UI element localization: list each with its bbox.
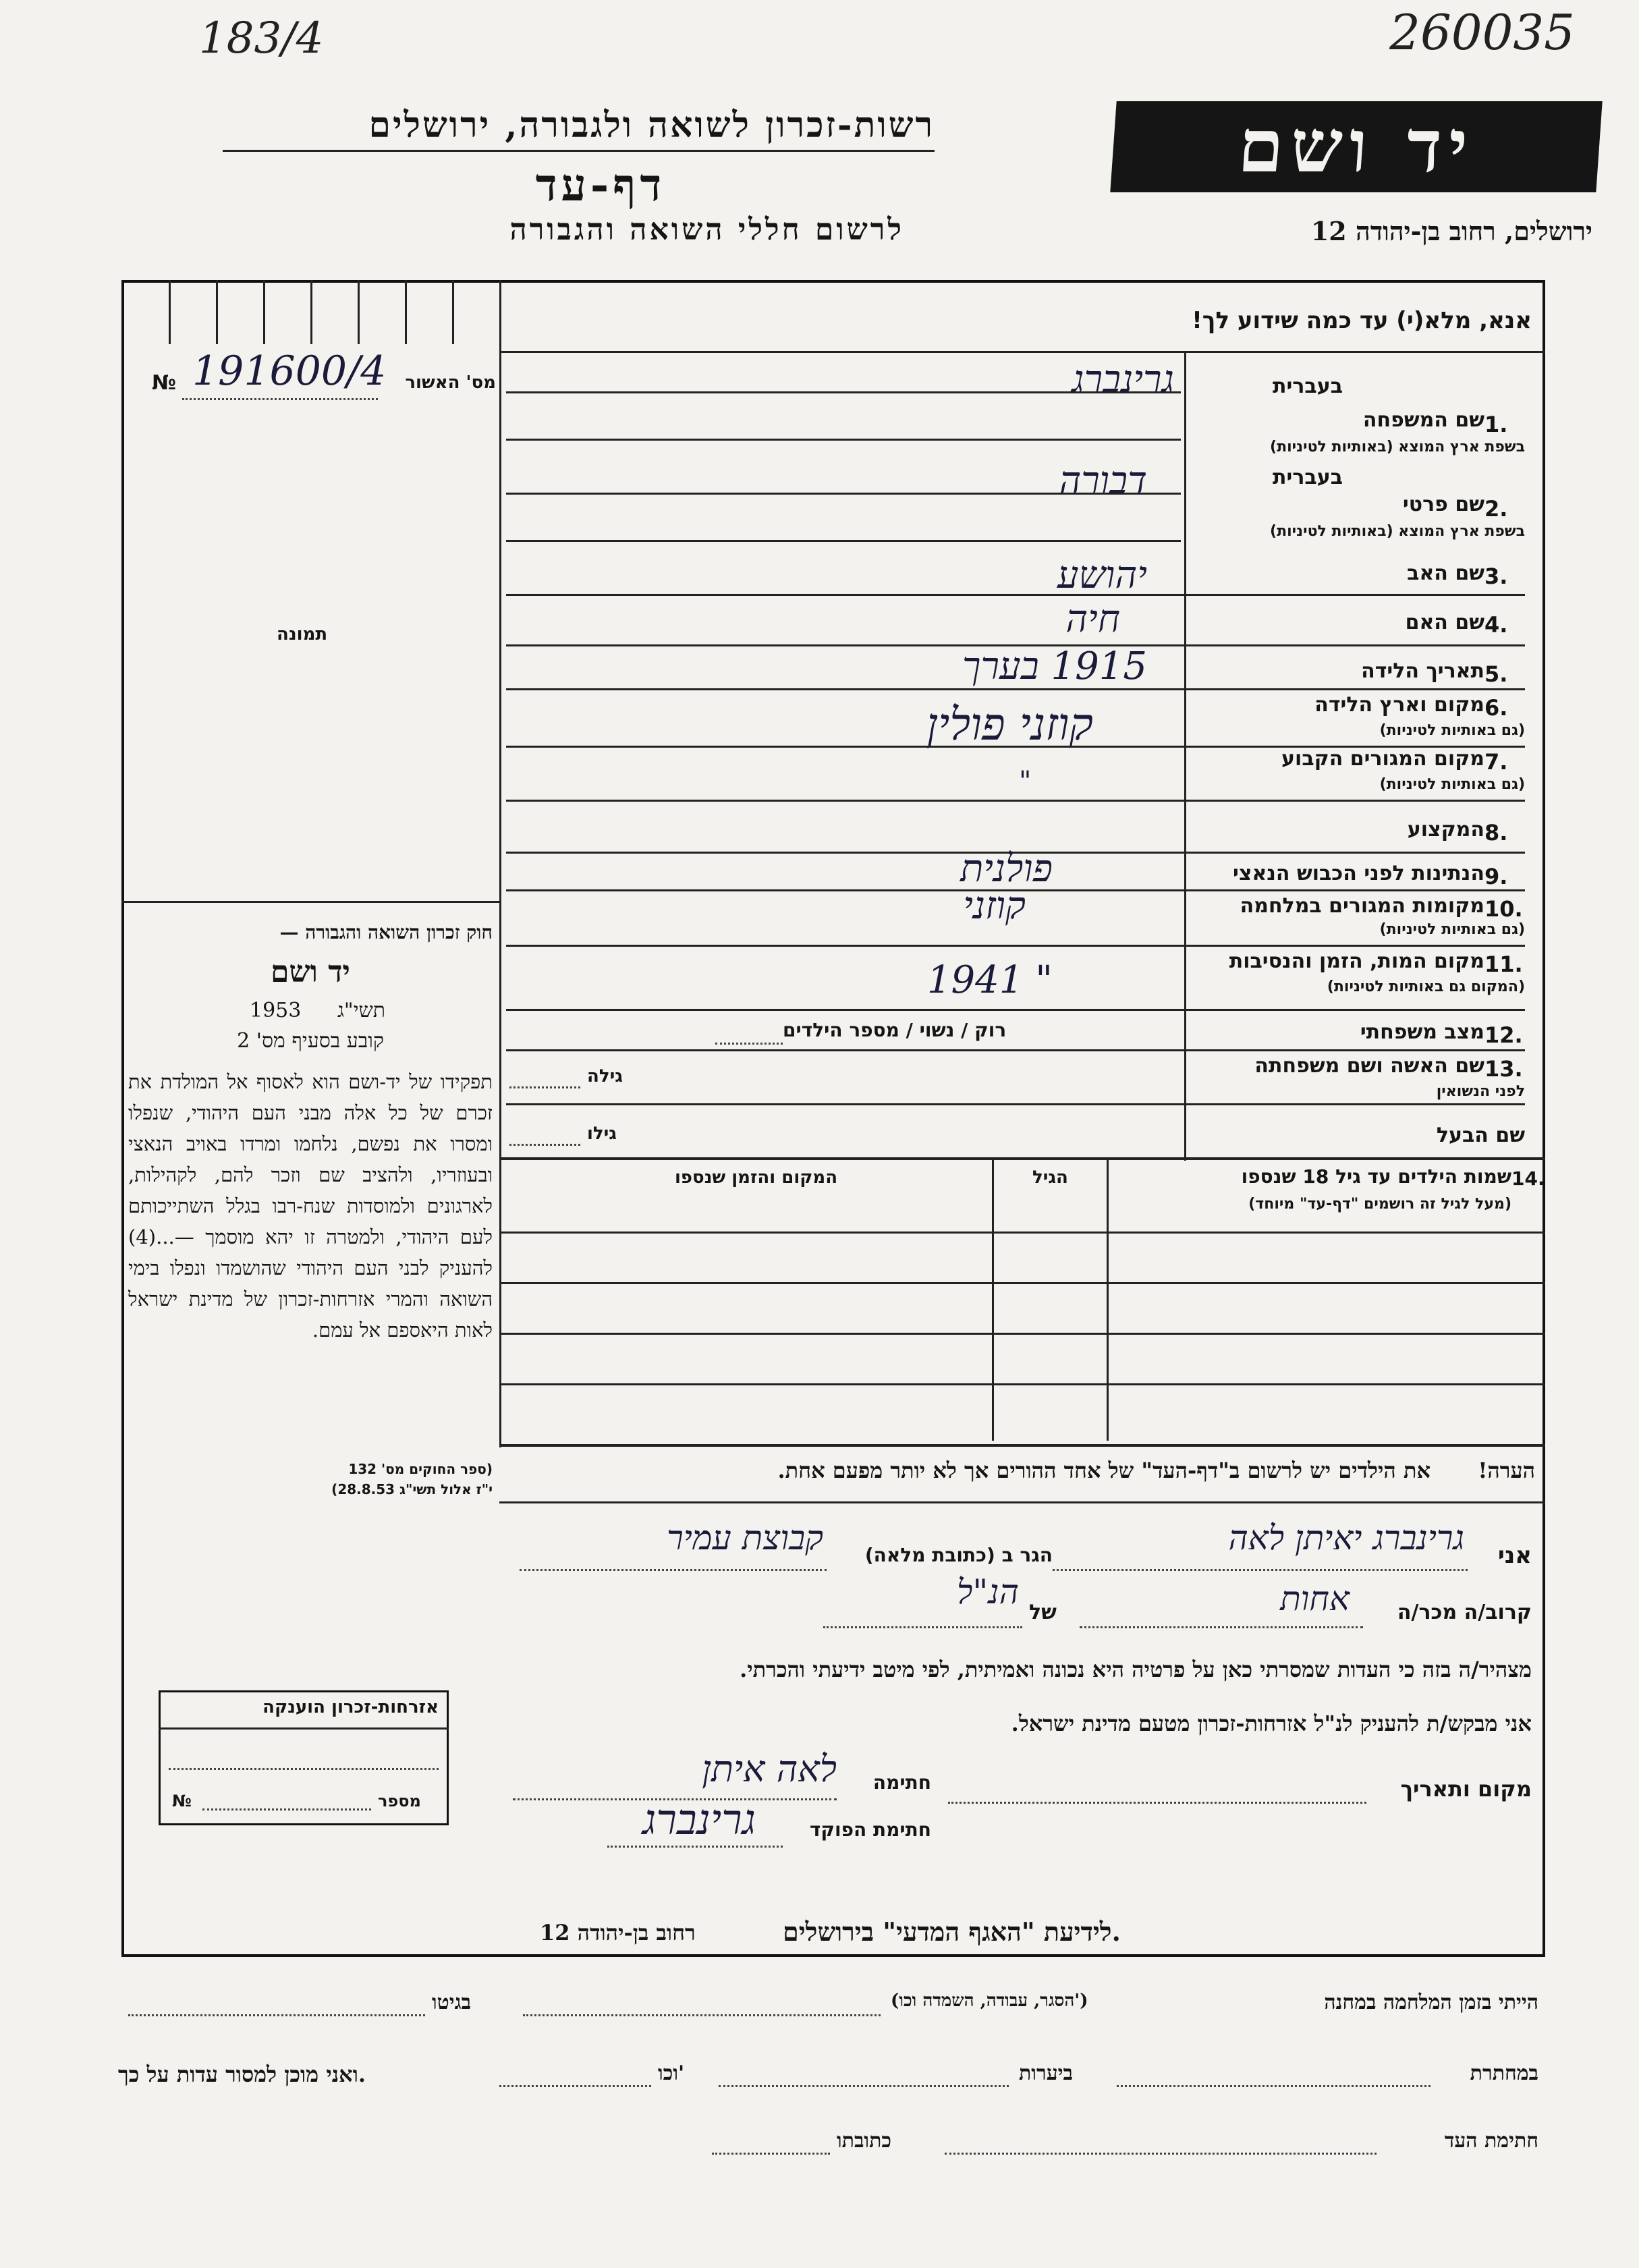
field-5-label: תאריך הלידה — [1361, 659, 1484, 683]
children-place-header: המקום והזמן שנספו — [675, 1167, 838, 1188]
bottom-line2-c: וכו' — [658, 2062, 685, 2085]
field-2-line-b — [506, 540, 1181, 542]
field-5-number: 5. — [1484, 661, 1508, 687]
label-column-divider — [1184, 351, 1186, 1161]
field-10-label: מקומות המגורים במלחמה — [1240, 894, 1484, 918]
field-3-line — [506, 594, 1525, 596]
law-year-heb: תשי"ג — [337, 999, 386, 1022]
field-13-number: 13. — [1484, 1056, 1523, 1082]
logo-text: יד ושם — [1235, 104, 1478, 189]
header-address: ירושלים, רחוב בן-יהודה 12 — [1310, 216, 1592, 246]
citizenship-dots — [169, 1768, 439, 1770]
field-5-line — [506, 688, 1525, 690]
field-12-line — [506, 1049, 1525, 1051]
field-1-number: 1. — [1484, 412, 1508, 437]
field-4-label: שם האם — [1405, 611, 1484, 634]
wife-age-dots — [509, 1086, 580, 1088]
org-underline — [223, 150, 935, 152]
field-12-label: מצב משפחתי — [1360, 1020, 1484, 1044]
field-11-line — [506, 1009, 1525, 1011]
declarant-address-line — [520, 1569, 827, 1571]
corner-archive-number: 260035 — [1389, 4, 1575, 61]
approval-number: 191600/4 — [192, 348, 387, 395]
bottom-line3-b: כתובתו — [837, 2129, 892, 2153]
relation-value: אחות — [1280, 1579, 1350, 1618]
children-number: 14. — [1511, 1167, 1545, 1190]
witness-address-line — [712, 2153, 830, 2155]
field-2-number: 2. — [1484, 496, 1508, 522]
form-subtitle: לרשום חללי השואה והגבורה — [509, 213, 904, 247]
children-top-border — [499, 1157, 1545, 1160]
officer-line — [607, 1846, 783, 1848]
witness-signature-line — [945, 2153, 1377, 2155]
law-name: יד ושם — [271, 955, 350, 989]
bottom-address: רחוב בן-יהודה 12 — [540, 1920, 696, 1945]
field-9-value: פולנית — [960, 847, 1053, 891]
field-4-value: חיה — [1065, 597, 1120, 641]
citizenship-title-rule — [159, 1727, 449, 1730]
field-12-number: 12. — [1484, 1022, 1523, 1048]
left-column-divider — [499, 280, 501, 1447]
field-3-number: 3. — [1484, 563, 1508, 589]
field-1-sublabel: בשפת ארץ המוצא (באותיות לטיניות) — [1270, 439, 1525, 455]
bottom-line1-a: הייתי בזמן המלחמה במחנה — [1324, 1991, 1538, 2014]
declaration-ani: אני — [1497, 1542, 1532, 1569]
field-11-sublabel: (המקום גם באותיות לטיניות) — [1327, 978, 1525, 995]
field-11-value: " 1941 — [926, 958, 1053, 1002]
field-10-sublabel: (גם באותיות לטיניות) — [1379, 921, 1525, 938]
field-8-label: המקצוע — [1407, 818, 1484, 841]
children-row-2 — [499, 1282, 1545, 1284]
declarant-name: גרינברג יאיתן לאה — [1228, 1518, 1464, 1557]
form-title: דף-עד — [535, 159, 666, 211]
field-10-value: קוזני — [963, 884, 1026, 928]
field-2-lang: בעברית — [1273, 466, 1343, 489]
marital-dots — [715, 1043, 783, 1045]
bottom-line2-b: ביערות — [1019, 2062, 1074, 2085]
children-divider-a — [1107, 1157, 1109, 1441]
marital-options: רוק / נשוי / מספר הילדים — [783, 1019, 1007, 1041]
field-8-number: 8. — [1484, 820, 1508, 846]
photo-label: תמונה — [277, 624, 328, 644]
children-divider-b — [992, 1157, 994, 1441]
declaration-statement: מצהיר/ה בזה כי העדות שמסרתי כאן על פרטיה היא נכונה ואמיתית, לפי מיטב ידיעתי והכרתי. — [740, 1657, 1532, 1682]
law-year: 1953 — [250, 999, 302, 1022]
law-top-divider — [121, 901, 499, 903]
field-6-label: מקום וארץ הלידה — [1314, 693, 1484, 717]
top-instruction: אנא, מלא(י) עד כמה שידוע לך! — [1192, 307, 1532, 334]
top-header-divider — [499, 351, 1545, 353]
field-2-line-a — [506, 493, 1181, 495]
field-1-value: גרינברג — [1072, 358, 1174, 402]
field-10-number: 10. — [1484, 896, 1523, 922]
field-1-label: שם המשפחה — [1362, 408, 1484, 432]
declarant-address: קבוצת עמיר — [667, 1518, 823, 1557]
field-13-sublabel: לפני הנשואין — [1436, 1083, 1525, 1100]
citizenship-number-label: מספר — [378, 1792, 421, 1810]
field-10-line — [506, 945, 1525, 947]
children-row-3 — [499, 1333, 1545, 1335]
children-sublabel: (מעל לגיל זה רושמים "דף-עד" מיוחד) — [1248, 1196, 1511, 1213]
place-date-line — [948, 1802, 1366, 1804]
citizenship-no-mark: № — [172, 1792, 192, 1810]
bottom-title: לידיעת "האגף המדעי" בירושלים. — [783, 1916, 1121, 1947]
law-ref-1: (ספר החוקים מס' 132 — [348, 1461, 493, 1477]
relative-label: קרוב/ה מכר/ה — [1397, 1601, 1532, 1624]
officer-label: חתימת הפוקד — [809, 1819, 931, 1841]
bottom-line1-b: (הסגר, עבודה, השמדה וכו') — [891, 1991, 1088, 2011]
field-6-sublabel: (גם באותיות לטיניות) — [1379, 722, 1525, 739]
of-line — [823, 1626, 1022, 1628]
approval-boxes — [121, 280, 499, 344]
file-reference: 183/4 — [199, 13, 324, 63]
field-7-line — [506, 800, 1525, 802]
citizenship-number-dots — [202, 1808, 371, 1810]
ghetto-line — [128, 2014, 425, 2016]
relation-line — [1080, 1626, 1363, 1628]
wife-age-label: גילה — [587, 1066, 623, 1086]
field-4-number: 4. — [1484, 612, 1508, 638]
note-label: הערה! — [1478, 1458, 1535, 1483]
field-7-number: 7. — [1484, 749, 1508, 775]
bottom-line1-c: בגיטו — [432, 1991, 472, 2014]
field-9-label: הנתינות לפני הכבוש הנאצי — [1233, 862, 1484, 885]
children-row-4 — [499, 1383, 1545, 1385]
place-date-label: מקום ותאריך — [1400, 1776, 1532, 1802]
of-value: הנ"ל — [957, 1572, 1019, 1611]
field-7-label: מקום המגורים הקבוע — [1281, 747, 1484, 771]
children-age-header: הגיל — [1032, 1167, 1068, 1188]
note-bottom-border — [499, 1501, 1545, 1503]
field-9-number: 9. — [1484, 864, 1508, 889]
field-7-sublabel: (גם באותיות לטיניות) — [1379, 776, 1525, 793]
field-7-value: " — [1019, 766, 1032, 797]
camp-line — [523, 2014, 881, 2016]
children-label: שמות הילדים עד גיל 18 שנספו — [1241, 1165, 1511, 1188]
children-row-1 — [499, 1232, 1545, 1234]
field-1-line-a — [506, 391, 1181, 393]
children-bottom-border — [499, 1444, 1545, 1447]
field-3-label: שם האב — [1407, 561, 1484, 585]
approval-no-mark: № — [152, 371, 177, 395]
bottom-line2-a: במחתרת — [1470, 2062, 1538, 2085]
field-3-value: יהושע — [1057, 553, 1147, 597]
forests-line — [719, 2085, 1009, 2087]
field-11-number: 11. — [1484, 951, 1523, 977]
law-section: קובע בסעיף מס' 2 — [237, 1029, 384, 1053]
etc-line — [499, 2085, 651, 2087]
field-6-value: קוזני פולין — [926, 698, 1093, 750]
of-label: של — [1029, 1601, 1057, 1624]
field-1-line-b — [506, 439, 1181, 441]
field-13-line — [506, 1103, 1525, 1105]
approval-line — [182, 398, 378, 400]
field-2-value: דבורה — [1059, 459, 1147, 503]
bottom-line3-a: חתימת העד — [1444, 2129, 1538, 2153]
law-ref-2: י"ז אלול תשי"ג 28.8.53) — [331, 1481, 493, 1497]
law-body: תפקידו של יד-ושם הוא לאסוף אל המולדת את זכרם של כל אלה מבני העם היהודי, שנפלו ומסרו את נפשם, נלחמו ומרדו באויב הנאצי ובעוזריו, ולהציב שם וזכר להם, לקהילות, לארגונים ולמוסדות שנח-רבו בגלל השתייכותם לעם היהודי, ולמטרה זו יהא מוסמך —...(4) להעניק לבני העם היהודי שהושמדו ונפלו בימי השואה והמרי אזרחות-זכרון של מדינת ישראל לאות היאספם אל עמם. — [128, 1070, 493, 1342]
organization-name: רשות-זכרון לשואה ולגבורה, ירושלים — [368, 105, 935, 146]
husband-age-label: גילו — [587, 1124, 617, 1144]
yad-vashem-logo — [1110, 101, 1602, 192]
underground-line — [1117, 2085, 1430, 2087]
citizenship-title: אזרחות-זכרון הוענקה — [262, 1697, 439, 1717]
field-2-sublabel: בשפת ארץ המוצא (באותיות לטיניות) — [1270, 523, 1525, 540]
husband-age-dots — [509, 1144, 580, 1146]
approval-label: מס' האשור — [405, 372, 496, 393]
note-text: את הילדים יש לרשום ב"דף-העד" של אחד ההורים אך לא יותר מפעם אחת. — [777, 1458, 1430, 1483]
field-2-label: שם פרטי — [1402, 493, 1484, 516]
field-5-value: 1915 בערך — [962, 644, 1147, 688]
bottom-line2-d: ואני מוכן למסור עדות על כך. — [118, 2062, 366, 2087]
resides-label: הגר ב (כתובת מלאה) — [864, 1544, 1053, 1566]
signature-value: לאה איתן — [702, 1748, 837, 1790]
field-1-lang: בעברית — [1273, 375, 1343, 398]
declarant-name-line — [1053, 1569, 1468, 1571]
field-11-label: מקום המות, הזמן והנסיבות — [1229, 949, 1484, 973]
husband-label: שם הבעל — [1436, 1124, 1525, 1147]
signature-label: חתימה — [872, 1771, 931, 1794]
officer-signature: גרינברג — [642, 1795, 756, 1844]
declaration-request: אני מבקש/ת להעניק לנ"ל אזרחות-זכרון מטעם מדינת ישראל. — [1011, 1711, 1532, 1736]
field-6-number: 6. — [1484, 695, 1508, 721]
field-13-label: שם האשה ושם משפחתה — [1254, 1054, 1484, 1078]
law-title: חוק זכרון השואה והגבורה — — [279, 921, 493, 943]
